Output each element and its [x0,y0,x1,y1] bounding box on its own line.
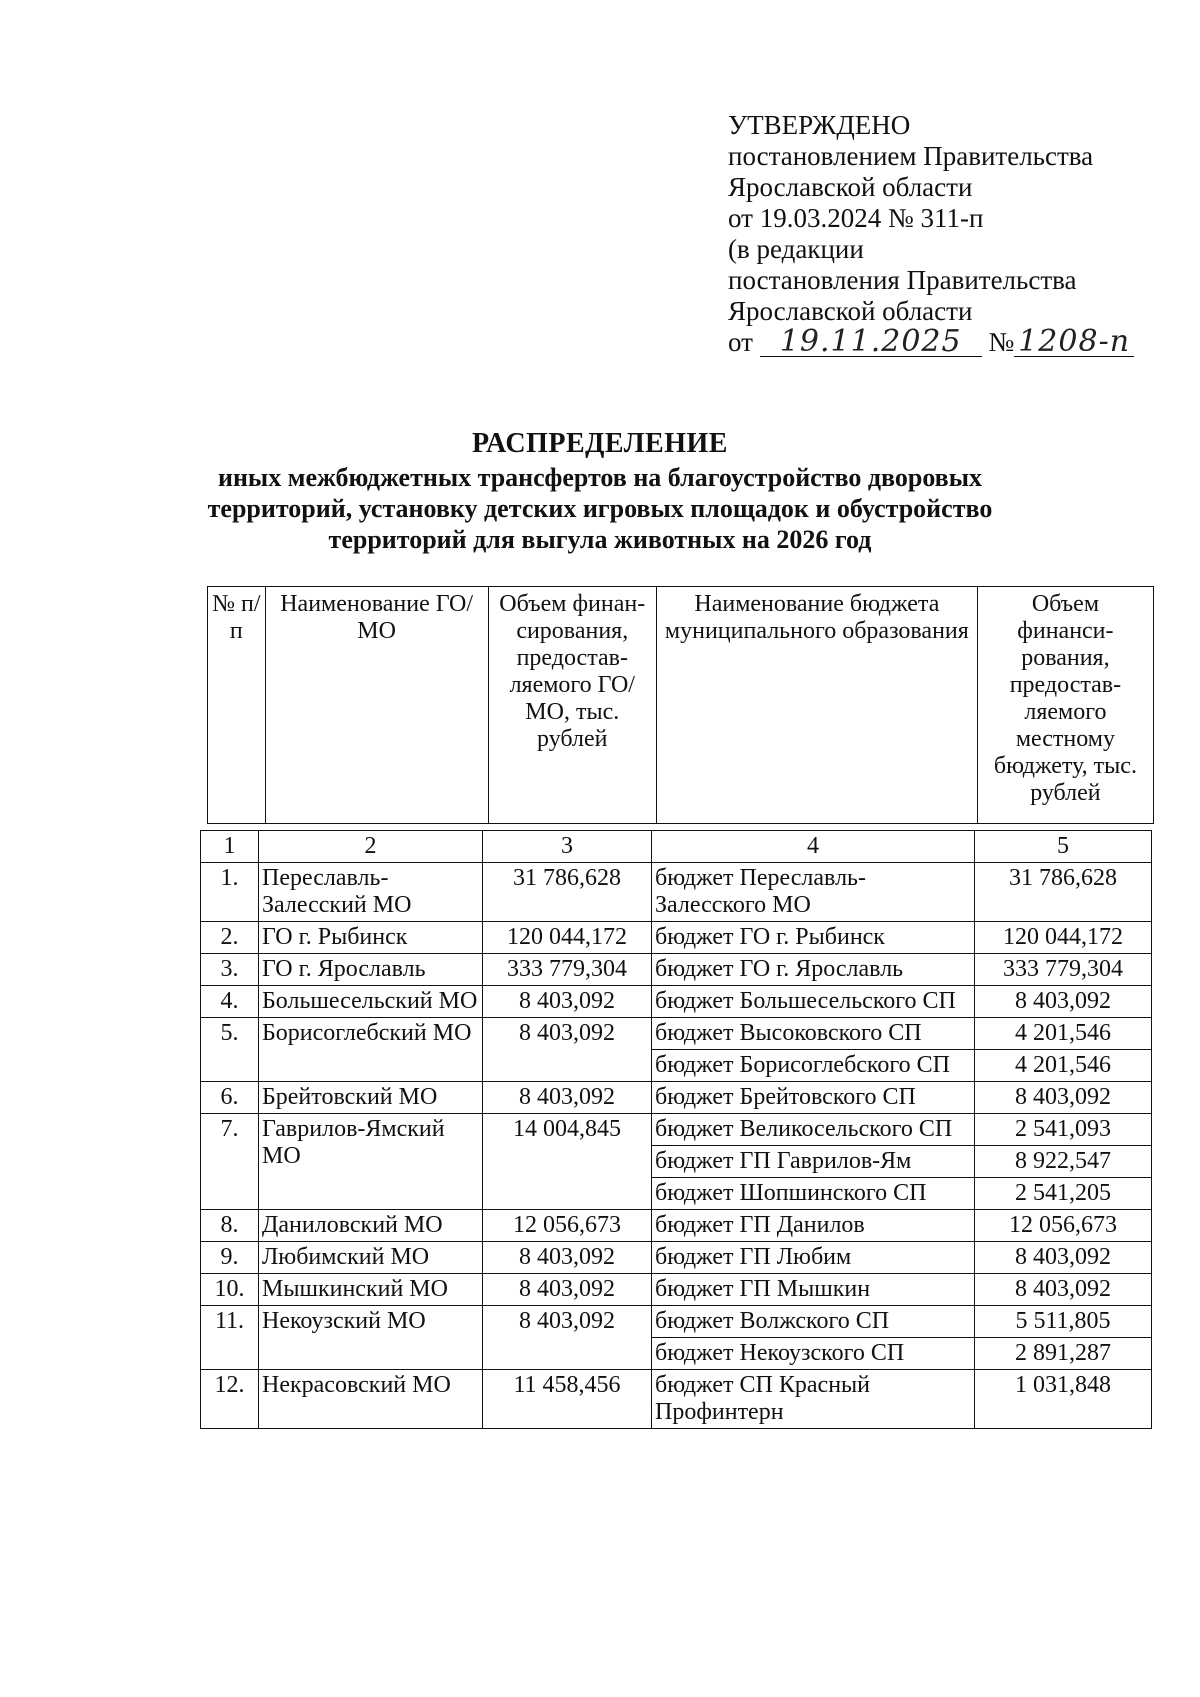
municipality-amount: 8 403,092 [483,1306,652,1370]
column-number: 4 [652,831,975,863]
budget-name: бюджет ГП Данилов [652,1210,975,1242]
row-number: 11. [201,1306,259,1370]
municipality-amount: 8 403,092 [483,1082,652,1114]
budget-amount: 2 891,287 [975,1338,1152,1370]
table-row [201,922,1152,954]
approval-line: Ярославской области [728,296,973,326]
row-number: 4. [201,986,259,1018]
budget-amount: 8 403,092 [975,1242,1152,1274]
budget-amount: 5 511,805 [975,1306,1152,1338]
municipality-name: ГО г. Рыбинск [259,922,483,954]
budget-amount: 4 201,546 [975,1050,1152,1082]
header-mo: Наименование ГО/МО [265,587,488,824]
header-amount-budget: Объем финанси-рования, предостав-ляемого местному бюджету, тыс. рублей [977,587,1153,824]
handwritten-date: 19.11.2025 [760,328,982,357]
municipality-amount: 8 403,092 [483,1274,652,1306]
municipality-name: Гаврилов-Ямский МО [259,1114,483,1210]
municipality-name: ГО г. Ярославль [259,954,483,986]
budget-amount: 120 044,172 [975,922,1152,954]
approval-line: от 19.03.2024 № 311-п [728,203,984,233]
municipality-amount: 14 004,845 [483,1114,652,1210]
municipality-amount: 120 044,172 [483,922,652,954]
budget-amount: 8 403,092 [975,1274,1152,1306]
table-row [201,1082,1152,1114]
budget-amount: 1 031,848 [975,1370,1152,1429]
approval-date-line [728,324,1134,359]
subtitle-line: территорий, установку детских игровых площадок и обустройство [207,494,993,523]
header-row [208,587,1154,824]
handwritten-number: 1208-п [1014,328,1134,357]
approval-title: УТВЕРЖДЕНО [728,110,911,140]
budget-amount: 333 779,304 [975,954,1152,986]
budget-name: бюджет Брейтовского СП [652,1082,975,1114]
row-number: 1. [201,863,259,922]
budget-name: бюджет ГП Мышкин [652,1274,975,1306]
table-row [201,1370,1152,1429]
approval-line: Ярославской области [728,172,973,202]
approval-line: постановлением Правительства [728,141,1094,171]
column-number-row [201,831,1152,863]
municipality-name: Брейтовский МО [259,1082,483,1114]
document-title: РАСПРЕДЕЛЕНИЕ [472,428,728,459]
municipality-amount: 31 786,628 [483,863,652,922]
budget-amount: 4 201,546 [975,1018,1152,1050]
budget-name: бюджет ГП Гаврилов-Ям [652,1146,975,1178]
municipality-amount: 8 403,092 [483,1018,652,1082]
budget-name: бюджет Волжского СП [652,1306,975,1338]
budget-amount: 8 403,092 [975,986,1152,1018]
budget-amount: 8 403,092 [975,1082,1152,1114]
column-number: 3 [483,831,652,863]
subtitle-line: территорий для выгула животных на 2026 год [328,525,872,554]
table-row [201,986,1152,1018]
table-row [201,1242,1152,1274]
approval-line: постановления Правительства [728,265,1077,295]
column-number: 1 [201,831,259,863]
budget-name: бюджет Переславль-Залесского МО [652,863,975,922]
municipality-amount: 333 779,304 [483,954,652,986]
budget-amount: 8 922,547 [975,1146,1152,1178]
table-row [201,863,1152,922]
document-subtitle [200,462,1000,555]
municipality-amount: 11 458,456 [483,1370,652,1429]
budget-name: бюджет Шопшинского СП [652,1178,975,1210]
header-amount-mo: Объем финан-сирования, предостав-ляемого ГО/МО, тыс. рублей [488,587,656,824]
column-number: 5 [975,831,1152,863]
table-body [201,831,1152,1429]
budget-amount: 2 541,205 [975,1178,1152,1210]
budget-name: бюджет Большесельского СП [652,986,975,1018]
header-budget: Наименование бюджета муниципального образования [656,587,977,824]
distribution-table [200,830,1152,1429]
table-row [201,1114,1152,1146]
row-number: 8. [201,1210,259,1242]
municipality-name: Любимский МО [259,1242,483,1274]
budget-name: бюджет ГП Любим [652,1242,975,1274]
column-number: 2 [259,831,483,863]
municipality-name: Даниловский МО [259,1210,483,1242]
municipality-amount: 12 056,673 [483,1210,652,1242]
row-number: 7. [201,1114,259,1210]
row-number: 5. [201,1018,259,1082]
table-row [201,1018,1152,1050]
budget-amount: 12 056,673 [975,1210,1152,1242]
municipality-name: Мышкинский МО [259,1274,483,1306]
budget-name: бюджет ГО г. Рыбинск [652,922,975,954]
row-number: 9. [201,1242,259,1274]
approval-line: (в редакции [728,234,864,264]
budget-name: бюджет Борисоглебского СП [652,1050,975,1082]
budget-name: бюджет ГО г. Ярославль [652,954,975,986]
budget-name: бюджет Великосельского СП [652,1114,975,1146]
municipality-amount: 8 403,092 [483,1242,652,1274]
row-number: 12. [201,1370,259,1429]
budget-name: бюджет Некоузского СП [652,1338,975,1370]
number-prefix: № [988,327,1015,357]
row-number: 3. [201,954,259,986]
municipality-amount: 8 403,092 [483,986,652,1018]
budget-name: бюджет Высоковского СП [652,1018,975,1050]
budget-name: бюджет СП Красный Профинтерн [652,1370,975,1429]
budget-amount: 31 786,628 [975,863,1152,922]
municipality-name: Переславль-Залесский МО [259,863,483,922]
table-row [201,1274,1152,1306]
municipality-name: Борисоглебский МО [259,1018,483,1082]
budget-amount: 2 541,093 [975,1114,1152,1146]
row-number: 2. [201,922,259,954]
date-prefix: от [728,327,753,357]
subtitle-line: иных межбюджетных трансфертов на благоустройство дворовых [217,463,983,492]
municipality-name: Некрасовский МО [259,1370,483,1429]
municipality-name: Некоузский МО [259,1306,483,1370]
row-number: 10. [201,1274,259,1306]
approval-block [728,110,1134,358]
table-row [201,1306,1152,1338]
municipality-name: Большесельский МО [259,986,483,1018]
table-header [207,586,1154,824]
header-num: № п/п [208,587,266,824]
row-number: 6. [201,1082,259,1114]
table-row [201,1210,1152,1242]
table-row [201,954,1152,986]
